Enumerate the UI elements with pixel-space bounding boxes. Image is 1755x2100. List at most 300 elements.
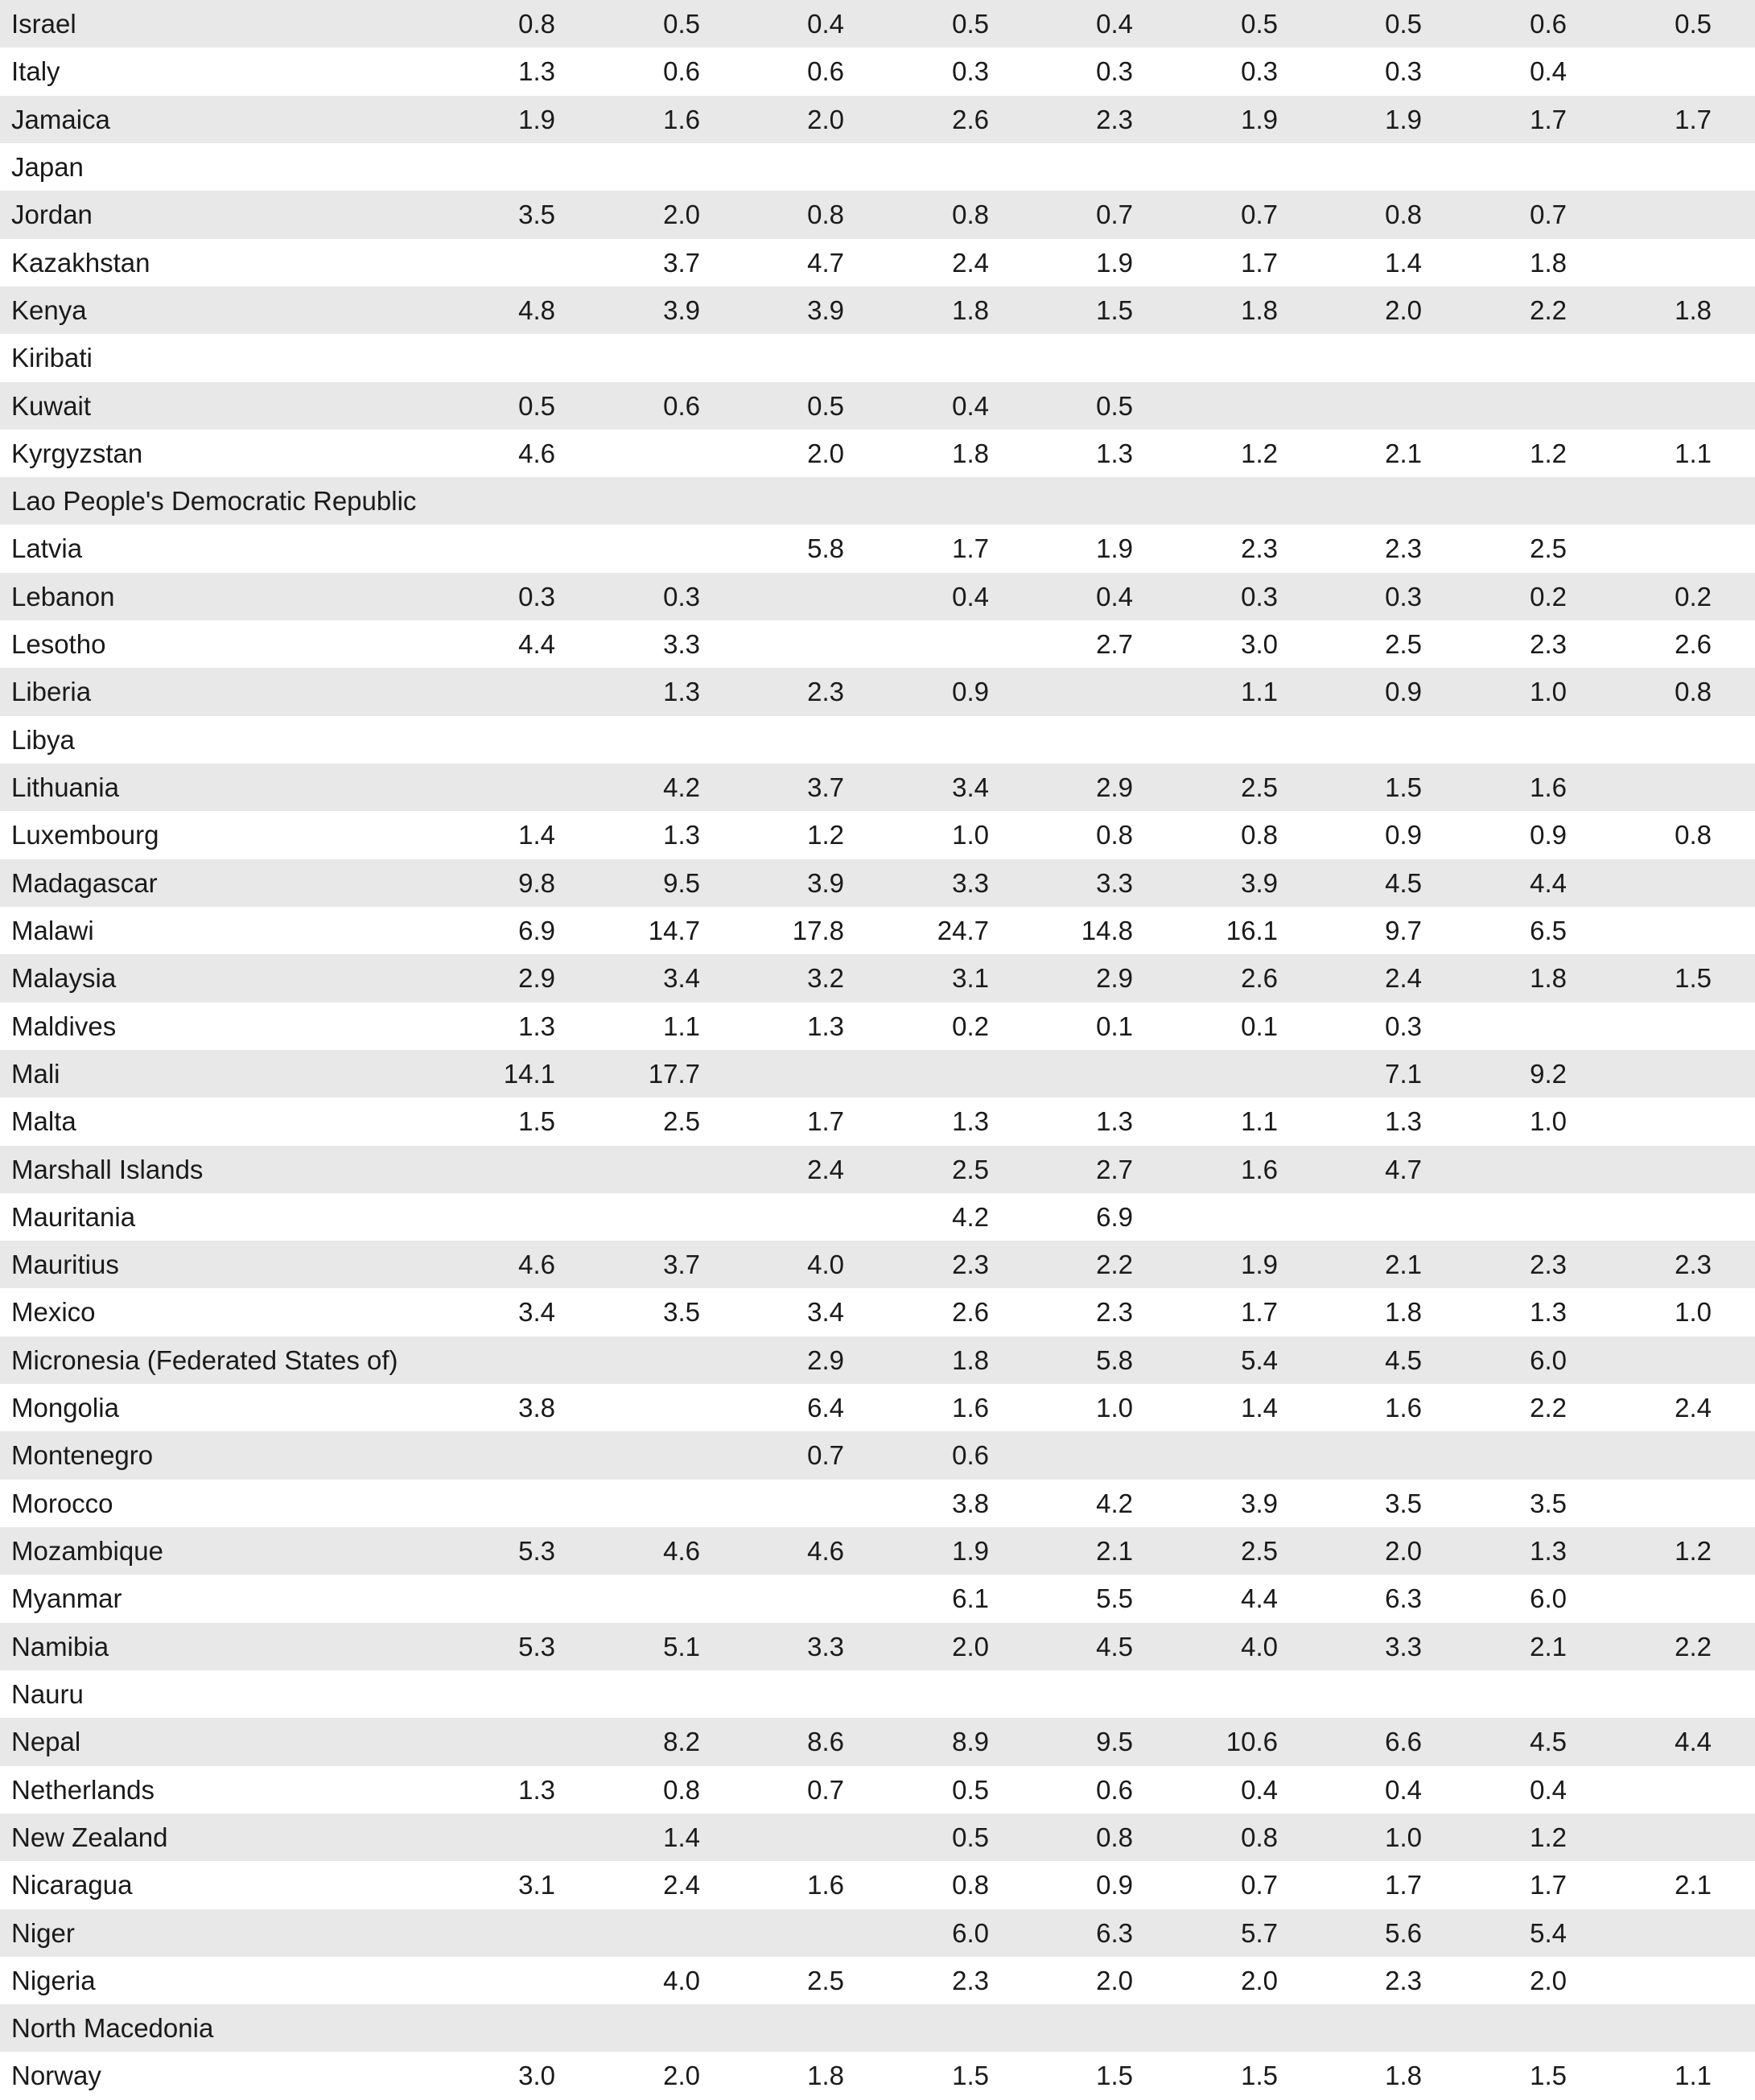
value-cell	[715, 1670, 844, 1718]
value-cell: 2.1	[1385, 1250, 1422, 1280]
value-cell	[1583, 1957, 1712, 2004]
value-cell: 2.9	[1096, 772, 1133, 802]
value-cell	[1293, 1670, 1422, 1718]
table-row	[0, 1718, 1755, 1765]
value-cell: 3.4	[518, 1297, 555, 1328]
table-row	[0, 1670, 1755, 1718]
value-cell: 1.0	[1530, 1106, 1567, 1137]
value-cell	[1583, 1146, 1712, 1193]
value-cell: 4.5	[1096, 1631, 1133, 1661]
table-row	[0, 1003, 1755, 1050]
value-cell	[1583, 1050, 1712, 1097]
value-cell: 0.4	[1530, 1774, 1567, 1805]
value-cell: 3.5	[518, 200, 555, 230]
value-cell	[1004, 2004, 1133, 2052]
value-cell: 0.3	[663, 581, 700, 611]
value-cell: 0.6	[1530, 9, 1567, 39]
value-cell: 0.5	[1096, 390, 1133, 421]
value-cell	[715, 2004, 844, 2052]
table-row	[0, 859, 1755, 907]
value-cell: 2.1	[1385, 438, 1422, 468]
value-cell	[426, 1575, 555, 1622]
value-cell: 2.2	[1096, 1250, 1133, 1280]
value-cell	[1149, 2004, 1278, 2052]
value-cell: 2.3	[1241, 533, 1278, 564]
value-cell: 6.3	[1385, 1583, 1422, 1614]
value-cell	[1149, 1193, 1278, 1241]
country-name: Netherlands	[11, 1774, 154, 1805]
value-cell: 2.3	[1385, 533, 1422, 564]
value-cell: 1.5	[952, 2061, 989, 2091]
value-cell: 2.1	[1530, 1631, 1567, 1661]
value-cell: 4.4	[1241, 1583, 1278, 1614]
value-cell: 2.9	[807, 1344, 844, 1375]
value-cell: 2.7	[1096, 1154, 1133, 1184]
value-cell	[571, 143, 700, 191]
value-cell: 2.0	[1385, 1536, 1422, 1566]
value-cell	[1004, 143, 1133, 191]
value-cell: 4.4	[1530, 867, 1567, 898]
value-cell	[571, 1146, 700, 1193]
value-cell: 1.6	[1385, 1393, 1422, 1423]
value-cell: 2.3	[1385, 1965, 1422, 1995]
value-cell: 1.3	[807, 1011, 844, 1041]
country-name: Nigeria	[11, 1965, 96, 1995]
value-cell: 1.5	[518, 1106, 555, 1137]
value-cell: 0.4	[1385, 1774, 1422, 1805]
value-cell: 3.3	[1385, 1631, 1422, 1661]
value-cell	[1583, 716, 1712, 764]
value-cell	[715, 1480, 844, 1527]
value-cell: 1.8	[952, 1344, 989, 1375]
country-name: Mali	[11, 1058, 60, 1089]
value-cell: 2.3	[1530, 629, 1567, 660]
table-row	[0, 2052, 1755, 2099]
value-cell: 1.4	[518, 820, 555, 850]
value-cell	[1438, 1146, 1567, 1193]
value-cell: 10.6	[1226, 1727, 1278, 1757]
value-cell	[860, 620, 989, 668]
value-cell	[571, 2004, 700, 2052]
table-row	[0, 907, 1755, 954]
value-cell: 1.7	[1241, 1297, 1278, 1328]
value-cell: 1.6	[1530, 772, 1567, 802]
country-name: Kyrgyzstan	[11, 438, 143, 468]
value-cell: 4.7	[807, 247, 844, 278]
value-cell: 1.3	[1096, 438, 1133, 468]
country-name: Myanmar	[11, 1583, 122, 1614]
value-cell	[1583, 1575, 1712, 1622]
value-cell: 2.0	[807, 438, 844, 468]
value-cell: 1.5	[1096, 294, 1133, 325]
value-cell	[1583, 143, 1712, 191]
value-cell: 9.8	[518, 867, 555, 898]
value-cell	[715, 143, 844, 191]
country-name: Marshall Islands	[11, 1154, 204, 1184]
value-cell: 0.5	[1385, 9, 1422, 39]
value-cell: 0.3	[1241, 581, 1278, 611]
table-row	[0, 382, 1755, 430]
value-cell: 3.5	[663, 1297, 700, 1328]
value-cell: 3.7	[807, 772, 844, 802]
value-cell: 2.3	[952, 1965, 989, 1995]
country-name: Namibia	[11, 1631, 109, 1661]
value-cell: 2.9	[518, 963, 555, 994]
value-cell	[571, 1431, 700, 1479]
value-cell: 1.7	[1675, 104, 1712, 134]
value-cell: 1.7	[1530, 1870, 1567, 1900]
value-cell	[715, 1575, 844, 1622]
value-cell	[1583, 764, 1712, 811]
value-cell: 5.4	[1241, 1344, 1278, 1375]
value-cell: 2.5	[1385, 629, 1422, 660]
value-cell: 5.8	[807, 533, 844, 564]
value-cell: 1.3	[952, 1106, 989, 1137]
country-name: Micronesia (Federated States of)	[11, 1344, 398, 1375]
value-cell: 1.1	[1675, 2061, 1712, 2091]
value-cell	[1583, 239, 1712, 286]
value-cell: 4.5	[1385, 1344, 1422, 1375]
value-cell: 2.7	[1096, 629, 1133, 660]
value-cell: 2.1	[1096, 1536, 1133, 1566]
value-cell: 3.2	[807, 963, 844, 994]
value-cell: 1.5	[1675, 963, 1712, 994]
table-row	[0, 764, 1755, 811]
value-cell	[1293, 1193, 1422, 1241]
value-cell: 0.5	[1241, 9, 1278, 39]
value-cell: 2.5	[1530, 533, 1567, 564]
country-name: Nepal	[11, 1727, 81, 1757]
table-row	[0, 1861, 1755, 1909]
country-name: Luxembourg	[11, 820, 159, 850]
value-cell: 1.0	[1096, 1393, 1133, 1423]
value-cell	[860, 477, 989, 525]
value-cell: 5.5	[1096, 1583, 1133, 1614]
value-cell	[571, 1480, 700, 1527]
value-cell: 3.8	[952, 1488, 989, 1518]
value-cell	[1583, 859, 1712, 907]
value-cell: 9.7	[1385, 915, 1422, 945]
value-cell: 2.2	[1530, 294, 1567, 325]
value-cell: 1.9	[1241, 104, 1278, 134]
value-cell	[1438, 334, 1567, 381]
value-cell	[715, 1050, 844, 1097]
table-row	[0, 2004, 1755, 2052]
table-row	[0, 1527, 1755, 1575]
value-cell: 0.9	[952, 677, 989, 707]
value-cell: 4.2	[952, 1201, 989, 1232]
value-cell	[1583, 1336, 1712, 1384]
value-cell: 4.7	[1385, 1154, 1422, 1184]
value-cell	[715, 334, 844, 381]
value-cell: 0.5	[952, 1774, 989, 1805]
value-cell	[571, 430, 700, 477]
value-cell: 1.8	[807, 2061, 844, 2091]
value-cell: 2.0	[1096, 1965, 1133, 1995]
value-cell	[1149, 477, 1278, 525]
value-cell: 14.7	[648, 915, 700, 945]
value-cell: 6.0	[952, 1917, 989, 1948]
value-cell	[1438, 1193, 1567, 1241]
country-name: Lao People's Democratic Republic	[11, 486, 417, 517]
value-cell	[571, 1193, 700, 1241]
table-row	[0, 1431, 1755, 1479]
value-cell: 6.3	[1096, 1917, 1133, 1948]
value-cell: 0.3	[1241, 56, 1278, 87]
value-cell: 4.0	[663, 1965, 700, 1995]
value-cell: 1.6	[952, 1393, 989, 1423]
country-name: Kiribati	[11, 343, 93, 373]
value-cell: 1.3	[663, 820, 700, 850]
value-cell: 16.1	[1226, 915, 1278, 945]
value-cell	[1583, 1814, 1712, 1861]
value-cell: 0.9	[1096, 1870, 1133, 1900]
value-cell: 6.6	[1385, 1727, 1422, 1757]
value-cell: 2.2	[1530, 1393, 1567, 1423]
value-cell	[1293, 382, 1422, 430]
value-cell	[1438, 1670, 1567, 1718]
value-cell: 3.9	[1241, 867, 1278, 898]
value-cell: 0.8	[518, 9, 555, 39]
value-cell	[715, 573, 844, 620]
value-cell: 1.7	[807, 1106, 844, 1137]
value-cell: 1.5	[1241, 2061, 1278, 2091]
value-cell	[426, 1718, 555, 1765]
value-cell: 1.1	[1241, 677, 1278, 707]
value-cell: 5.1	[663, 1631, 700, 1661]
value-cell: 2.5	[952, 1154, 989, 1184]
value-cell: 0.4	[807, 9, 844, 39]
value-cell	[1004, 477, 1133, 525]
value-cell: 5.3	[518, 1536, 555, 1566]
value-cell: 3.9	[807, 867, 844, 898]
value-cell: 5.7	[1241, 1917, 1278, 1948]
table-row	[0, 1957, 1755, 2004]
value-cell	[1583, 1193, 1712, 1241]
value-cell: 2.0	[952, 1631, 989, 1661]
country-name: Libya	[11, 724, 75, 755]
value-cell: 0.3	[952, 56, 989, 87]
value-cell: 0.9	[1385, 677, 1422, 707]
value-cell: 0.8	[952, 200, 989, 230]
value-cell: 1.8	[1530, 247, 1567, 278]
value-cell: 3.9	[663, 294, 700, 325]
value-cell: 0.4	[1241, 1774, 1278, 1805]
table-row	[0, 334, 1755, 381]
value-cell	[426, 1480, 555, 1527]
value-cell: 0.7	[807, 1774, 844, 1805]
value-cell: 17.7	[648, 1058, 700, 1089]
value-cell	[1583, 1480, 1712, 1527]
table-row	[0, 1336, 1755, 1384]
value-cell	[426, 239, 555, 286]
value-cell: 0.5	[952, 1822, 989, 1852]
value-cell	[571, 1336, 700, 1384]
value-cell: 14.1	[503, 1058, 555, 1089]
value-cell: 0.2	[1675, 581, 1712, 611]
value-cell	[1149, 716, 1278, 764]
table-row	[0, 1623, 1755, 1670]
table-row	[0, 430, 1755, 477]
value-cell: 2.0	[1241, 1965, 1278, 1995]
table-row	[0, 96, 1755, 143]
value-cell: 0.7	[1096, 200, 1133, 230]
value-cell: 1.5	[1385, 772, 1422, 802]
value-cell: 1.4	[663, 1822, 700, 1852]
value-cell: 6.1	[952, 1583, 989, 1614]
value-cell: 4.5	[1385, 867, 1422, 898]
value-cell: 3.9	[1241, 1488, 1278, 1518]
value-cell: 0.4	[1096, 9, 1133, 39]
country-name: Maldives	[11, 1011, 117, 1041]
value-cell: 1.1	[1241, 1106, 1278, 1137]
value-cell: 2.5	[1241, 772, 1278, 802]
country-name: Mongolia	[11, 1393, 119, 1423]
value-cell: 2.9	[1096, 963, 1133, 994]
value-cell: 3.4	[952, 772, 989, 802]
value-cell	[571, 334, 700, 381]
value-cell: 1.8	[1385, 1297, 1422, 1328]
country-name: Lebanon	[11, 581, 115, 611]
value-cell: 1.7	[1241, 247, 1278, 278]
value-cell: 0.6	[663, 56, 700, 87]
value-cell	[426, 1336, 555, 1384]
table-row	[0, 1814, 1755, 1861]
table-row	[0, 286, 1755, 334]
value-cell: 1.2	[1530, 438, 1567, 468]
value-cell	[426, 1146, 555, 1193]
value-cell	[860, 716, 989, 764]
value-cell: 0.5	[518, 390, 555, 421]
value-cell: 3.3	[807, 1631, 844, 1661]
value-cell: 0.8	[952, 1870, 989, 1900]
value-cell: 3.8	[518, 1393, 555, 1423]
country-name: Nauru	[11, 1678, 84, 1709]
value-cell: 2.3	[1530, 1250, 1567, 1280]
value-cell: 0.4	[952, 390, 989, 421]
value-cell: 4.0	[1241, 1631, 1278, 1661]
value-cell	[1583, 1670, 1712, 1718]
country-name: Lithuania	[11, 772, 119, 802]
value-cell	[1149, 382, 1278, 430]
value-cell: 2.2	[1675, 1631, 1712, 1661]
value-cell: 0.8	[1241, 820, 1278, 850]
value-cell: 1.4	[1241, 1393, 1278, 1423]
country-name: Kazakhstan	[11, 247, 150, 278]
country-name: Mauritius	[11, 1250, 119, 1280]
value-cell: 3.1	[952, 963, 989, 994]
value-cell: 1.3	[518, 1011, 555, 1041]
value-cell	[426, 1431, 555, 1479]
value-cell	[426, 334, 555, 381]
value-cell	[1004, 1670, 1133, 1718]
value-cell: 1.8	[1241, 294, 1278, 325]
table-row	[0, 716, 1755, 764]
value-cell	[715, 620, 844, 668]
value-cell: 1.6	[663, 104, 700, 134]
value-cell	[1438, 2004, 1567, 2052]
value-cell: 0.7	[1241, 1870, 1278, 1900]
value-cell: 2.1	[1675, 1870, 1712, 1900]
value-cell	[426, 143, 555, 191]
value-cell	[1583, 1097, 1712, 1145]
value-cell: 0.4	[1530, 56, 1567, 87]
value-cell	[426, 716, 555, 764]
value-cell: 3.3	[952, 867, 989, 898]
value-cell	[1438, 477, 1567, 525]
value-cell: 2.4	[1675, 1393, 1712, 1423]
value-cell: 1.8	[1675, 294, 1712, 325]
value-cell: 0.8	[807, 200, 844, 230]
country-name: Niger	[11, 1917, 75, 1948]
value-cell: 1.1	[663, 1011, 700, 1041]
value-cell	[1583, 525, 1712, 572]
value-cell: 3.5	[1530, 1488, 1567, 1518]
country-name: Jamaica	[11, 104, 110, 134]
table-row	[0, 811, 1755, 859]
value-cell: 0.5	[952, 9, 989, 39]
value-cell	[860, 1050, 989, 1097]
value-cell: 1.9	[518, 104, 555, 134]
country-name: Madagascar	[11, 867, 158, 898]
table-row	[0, 191, 1755, 238]
value-cell: 4.0	[807, 1250, 844, 1280]
value-cell: 1.9	[1096, 533, 1133, 564]
value-cell: 1.2	[807, 820, 844, 850]
value-cell	[571, 1909, 700, 1957]
value-cell: 5.8	[1096, 1344, 1133, 1375]
value-cell: 0.5	[663, 9, 700, 39]
country-name: Malawi	[11, 915, 94, 945]
value-cell: 1.2	[1675, 1536, 1712, 1566]
value-cell: 6.5	[1530, 915, 1567, 945]
value-cell: 2.3	[952, 1250, 989, 1280]
value-cell	[1583, 1431, 1712, 1479]
value-cell	[1583, 907, 1712, 954]
value-cell: 0.2	[1530, 581, 1567, 611]
value-cell: 0.8	[1675, 820, 1712, 850]
value-cell: 2.6	[952, 1297, 989, 1328]
table-row	[0, 1384, 1755, 1431]
value-cell: 1.3	[518, 1774, 555, 1805]
value-cell: 4.4	[1675, 1727, 1712, 1757]
value-cell: 0.6	[807, 56, 844, 87]
value-cell: 2.3	[1675, 1250, 1712, 1280]
table-row	[0, 0, 1755, 47]
value-cell	[1583, 2004, 1712, 2052]
value-cell: 1.9	[1096, 247, 1133, 278]
value-cell	[715, 477, 844, 525]
value-cell: 17.8	[792, 915, 844, 945]
value-cell: 3.4	[807, 1297, 844, 1328]
value-cell: 1.0	[952, 820, 989, 850]
value-cell: 2.6	[1241, 963, 1278, 994]
value-cell: 1.8	[1385, 2061, 1422, 2091]
value-cell: 0.8	[663, 1774, 700, 1805]
table-row	[0, 525, 1755, 572]
value-cell: 2.5	[807, 1965, 844, 1995]
value-cell: 0.9	[1385, 820, 1422, 850]
country-name: Mozambique	[11, 1536, 163, 1566]
value-cell	[860, 143, 989, 191]
value-cell	[1004, 668, 1133, 715]
value-cell: 0.6	[1096, 1774, 1133, 1805]
value-cell	[1149, 1050, 1278, 1097]
value-cell	[715, 716, 844, 764]
value-cell: 1.3	[1530, 1536, 1567, 1566]
value-cell: 0.3	[1096, 56, 1133, 87]
value-cell: 1.3	[1530, 1297, 1567, 1328]
